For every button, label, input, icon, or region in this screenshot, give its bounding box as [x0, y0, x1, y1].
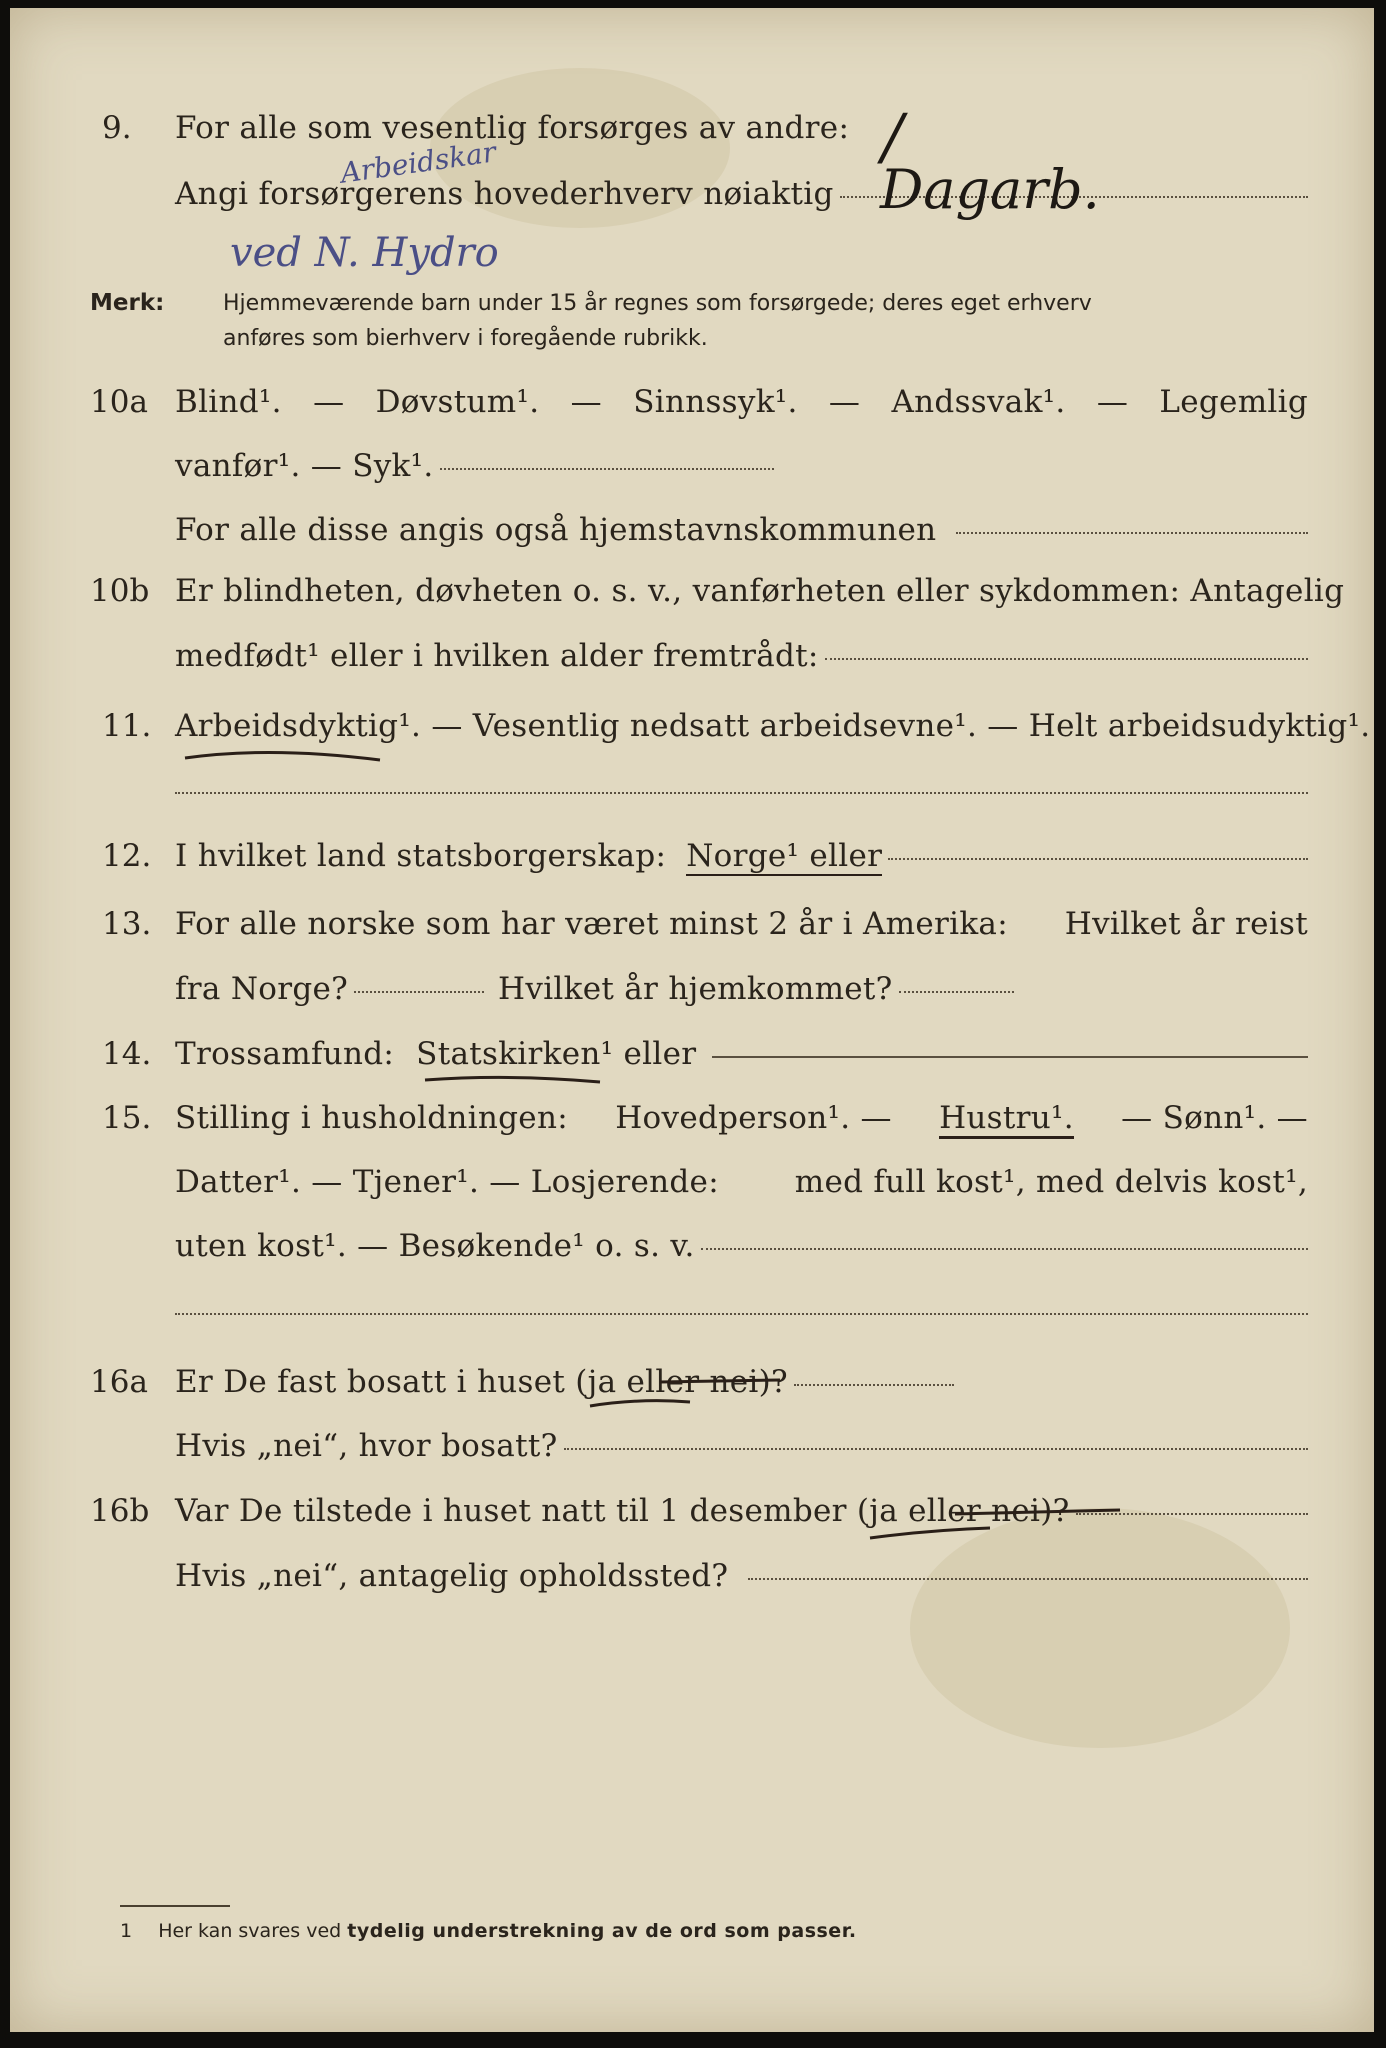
q15-line1	[175, 1100, 1308, 1139]
dash: —	[570, 384, 602, 420]
dash: —	[828, 384, 861, 420]
option-sinnssyk[interactable]: Sinnssyk¹.	[633, 384, 798, 420]
q11-line1	[175, 708, 1371, 744]
q13-reist-answer-line[interactable]	[354, 991, 484, 993]
q16a-prompt[interactable]: Er De fast bosatt i huset (ja eller nei)?	[175, 1364, 788, 1400]
q13-line2	[175, 971, 1014, 1007]
q11-answer-line[interactable]	[175, 792, 1308, 794]
q16b-line2	[175, 1558, 1308, 1594]
q15-option-hustru[interactable]: Hustru¹.	[939, 1100, 1074, 1139]
q15-line3	[175, 1228, 1308, 1264]
footnote	[120, 1920, 857, 1942]
q10a-line1	[175, 384, 1308, 420]
q10a-line2	[175, 448, 774, 484]
option-blind[interactable]: Blind¹.	[175, 384, 282, 420]
q10a-answer-line[interactable]	[440, 468, 774, 470]
option-dovstum[interactable]: Døvstum¹.	[375, 384, 540, 420]
question-number: 9.	[102, 110, 132, 146]
q16b-opholdssted-label: Hvis „nei“, antagelig opholdssted?	[175, 1558, 729, 1594]
q13-reist-label: Hvilket år reist	[1064, 906, 1308, 942]
q9-handwritten-note-above: Arbeidskar	[338, 135, 498, 190]
q13-prompt: For alle norske som har været minst 2 år i Amerika:	[175, 906, 1008, 942]
question-number: 16a	[90, 1364, 148, 1400]
dash: —	[1096, 384, 1129, 420]
q9-occupation-label: Angi forsørgerens hovederhverv nøiaktig	[175, 176, 834, 212]
q9-prompt: For alle som vesentlig forsørges av andre:	[175, 110, 850, 146]
q15-label: Stilling i husholdningen:	[175, 1100, 568, 1136]
q16a-line2	[175, 1428, 1308, 1464]
merk-line2: anføres som bierhverv i foregående rubrikk.	[223, 326, 708, 351]
q16a-strike-stroke	[580, 1368, 820, 1418]
question-number: 10b	[90, 573, 150, 609]
q9-line1	[175, 110, 1308, 146]
q15-options-uten-kost-besokende[interactable]: uten kost¹. — Besøkende¹ o. s. v.	[175, 1228, 695, 1264]
q11-underline-stroke	[180, 740, 400, 770]
q12-label: I hvilket land statsborgerskap:	[175, 838, 667, 874]
q15-extra-line[interactable]	[175, 1313, 1308, 1315]
q15-answer-line[interactable]	[701, 1248, 1308, 1250]
census-form-page	[10, 8, 1374, 2032]
q14-line	[175, 1036, 1308, 1072]
q10a-hjemstavn-label: For alle disse angis også hjemstavnskommunen	[175, 512, 937, 548]
q15-option-hovedperson[interactable]: Hovedperson¹. —	[615, 1100, 892, 1136]
q14-option-statskirken[interactable]: Statskirken¹ eller	[416, 1036, 697, 1072]
question-number: 12.	[102, 838, 152, 874]
footnote-rule	[120, 1905, 230, 1907]
q9-handwritten-answer: Dagarb.	[880, 158, 1100, 221]
footnote-text-a: Her kan svares ved	[158, 1920, 342, 1942]
q10b-label: medfødt¹ eller i hvilken alder fremtrådt:	[175, 638, 819, 674]
q15-options-kost[interactable]: med full kost¹, med delvis kost¹,	[794, 1164, 1308, 1200]
q10b-prompt: Er blindheten, døvheten o. s. v., vanførheten eller sykdommen: Antagelig	[175, 573, 1345, 609]
footnote-text-b: tydelig understrekning av de ord som passer.	[347, 1920, 857, 1942]
question-number: 11.	[102, 708, 152, 744]
dash: —	[313, 384, 345, 420]
question-number: 15.	[102, 1100, 152, 1136]
q12-answer-line[interactable]	[888, 858, 1308, 860]
q16a-hvor-label: Hvis „nei“, hvor bosatt?	[175, 1428, 558, 1464]
footnote-mark: 1	[120, 1920, 133, 1942]
q12-line	[175, 838, 1308, 876]
q9-handwritten-note-below: ved N. Hydro	[230, 230, 499, 276]
option-legemlig[interactable]: Legemlig	[1159, 384, 1308, 420]
q15-options-datter-tjener-losjerende[interactable]: Datter¹. — Tjener¹. — Losjerende:	[175, 1164, 719, 1200]
q16b-strike-stroke	[860, 1498, 1160, 1548]
option-vanfor-syk[interactable]: vanfør¹. — Syk¹.	[175, 448, 434, 484]
q13-fra-norge-label: fra Norge?	[175, 971, 349, 1007]
question-number: 14.	[102, 1036, 152, 1072]
q10a-hjemstavn-line[interactable]	[956, 532, 1308, 534]
q16a-hvor-answer-line[interactable]	[564, 1448, 1308, 1450]
question-number: 13.	[102, 906, 152, 942]
q12-option-norge[interactable]: Norge¹ eller	[686, 838, 883, 874]
question-number: 10a	[90, 384, 148, 420]
option-andssvak[interactable]: Andssvak¹.	[891, 384, 1066, 420]
q14-label: Trossamfund:	[175, 1036, 395, 1072]
q13-line1	[175, 906, 1308, 942]
q16b-opholdssted-answer-line[interactable]	[748, 1578, 1308, 1580]
q11-options[interactable]: Arbeidsdyktig¹. — Vesentlig nedsatt arbeidsevne¹. — Helt arbeidsudyktig¹.	[175, 708, 1371, 744]
q10b-line2	[175, 638, 1308, 674]
q14-answer-line[interactable]	[712, 1056, 1308, 1058]
q10b-line1	[175, 573, 1345, 609]
q13-hjemkommet-answer-line[interactable]	[899, 991, 1014, 993]
q10b-answer-line[interactable]	[825, 658, 1308, 660]
q16b-prompt[interactable]: Var De tilstede i huset natt til 1 desember (ja eller nei)?	[175, 1493, 1070, 1529]
q14-underline-stroke	[420, 1070, 620, 1090]
merk-label: Merk:	[90, 290, 165, 316]
merk-line1: Hjemmeværende barn under 15 år regnes som forsørgede; deres eget erhverv	[223, 291, 1092, 316]
q13-hjemkommet-label: Hvilket år hjemkommet?	[498, 971, 893, 1007]
q9-handwritten-slash: /	[882, 100, 903, 173]
q16a-line1	[175, 1364, 954, 1400]
question-number: 16b	[90, 1493, 150, 1529]
q15-option-sonn[interactable]: — Sønn¹. —	[1121, 1100, 1308, 1136]
q10a-line3	[175, 512, 1308, 548]
q15-line2	[175, 1164, 1308, 1200]
